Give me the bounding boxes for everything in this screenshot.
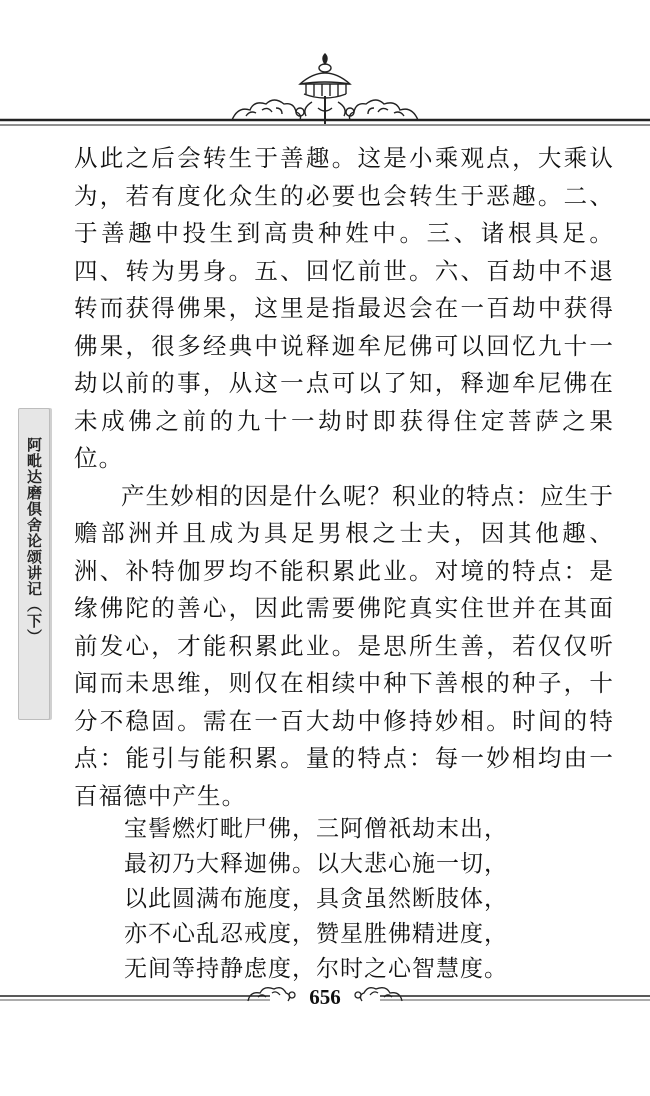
header-ornament: [0, 50, 650, 132]
body-text: [74, 140, 614, 815]
ornament-parasol-cloud-icon: [0, 50, 650, 132]
side-tab: [18, 408, 50, 720]
side-tab-title: 阿毗达磨俱舍论颂讲记（下）: [25, 437, 43, 645]
verse-line: 最初乃大释迦佛。以大悲心施一切，: [124, 851, 508, 877]
verse-block: [124, 812, 564, 987]
verse-line: 以此圆满布施度，具贪虽然断肢体，: [124, 886, 508, 912]
verse-line: 宝髻燃灯毗尸佛，三阿僧祇劫末出，: [124, 816, 508, 842]
page-number: 656: [309, 985, 341, 1009]
paragraph: 从此之后会转生于善趣。这是小乘观点，大乘认为，若有度化众生的必要也会转生于恶趣。二、于善趣中投生到高贵种姓中。三、诸根具足。四、转为男身。五、回忆前世。六、百劫中不退转而获得佛果，这里是指最迟会在一百劫中获得佛果，很多经典中说释迦牟尼佛可以回忆九十一劫以前的事，从这一点可以了知，释迦牟尼佛在未成佛之前的九十一劫时即获得住定菩萨之果位。: [74, 144, 614, 472]
verse-line: 无间等持静虑度，尔时之心智慧度。: [124, 956, 508, 982]
paragraph: 产生妙相的因是什么呢？积业的特点：应生于赡部洲并且成为具足男根之士夫，因其他趣、洲、补特伽罗均不能积累此业。对境的特点：是缘佛陀的善心，因此需要佛陀真实住世并在其面前发心，才能积累此业。是思所生善，若仅仅听闻而未思维，则仅在相续中种下善根的种子，十分不稳固。需在一百大劫中修持妙相。时间的特点：能引与能积累。量的特点：每一妙相均由一百福德中产生。: [74, 481, 614, 810]
verse-line: 亦不心乱忍戒度，赞星胜佛精进度，: [124, 921, 508, 947]
